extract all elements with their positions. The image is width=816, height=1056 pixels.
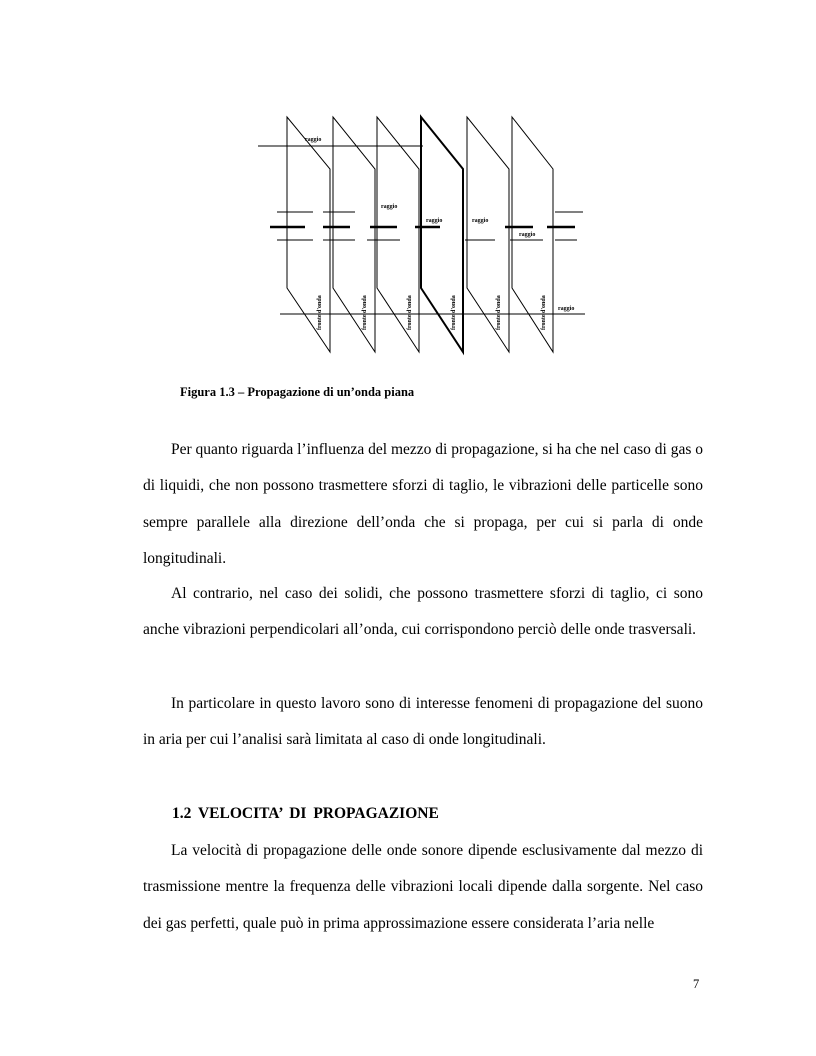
wavefront-plane-5 [467,117,509,352]
section-heading: 1.2 VELOCITA’ DI PROPAGAZIONE [172,805,439,822]
page-number: 7 [693,977,700,991]
plane-wave-figure [255,112,590,360]
wavefront-label: fronte d'onda [317,295,323,330]
ray-label: raggio [305,137,322,143]
ray-label: raggio [472,218,489,224]
wavefront-plane-1 [287,117,330,352]
wavefront-label: fronte d'onda [451,295,457,330]
paragraph: La velocità di propagazione delle onde sonore dipende esclusivamente dal mezzo di trasmissione mentre la frequenza delle vibrazioni locali dipende dalla sorgente. Nel caso dei gas perfetti, quale può in prima approssimazione essere considerata l’aria nelle [143,842,703,932]
ray-label: raggio [381,204,398,210]
paragraph: Per quanto riguarda l’influenza del mezzo di propagazione, si ha che nel caso di gas o di liquidi, che non possono trasmettere sforzi di taglio, le vibrazioni delle particelle sono sempre parallele alla direzione dell’onda che si propaga, per cui si parla di onde longitudinali. [143,441,703,568]
paragraph: Al contrario, nel caso dei solidi, che possono trasmettere sforzi di taglio, ci sono anche vibrazioni perpendicolari all’onda, cui corrispondono perciò delle onde trasversali. [143,585,703,639]
wavefront-label: fronte d'onda [407,295,413,330]
figure-caption: Figura 1.3 – Propagazione di un’onda piana [180,385,415,399]
wavefront-label: fronte d'onda [496,295,502,330]
wavefront-plane-2 [333,117,375,352]
plane-wave-diagram [255,112,590,360]
ray-label: raggio [558,306,575,312]
wavefront-label: fronte d'onda [362,295,368,330]
ray-label: raggio [426,218,443,224]
ray-label: raggio [519,232,536,238]
wavefront-label: fronte d'onda [541,295,547,330]
paragraph: In particolare in questo lavoro sono di interesse fenomeni di propagazione del suono in aria per cui l’analisi sarà limitata al caso di onde longitudinali. [143,695,703,749]
